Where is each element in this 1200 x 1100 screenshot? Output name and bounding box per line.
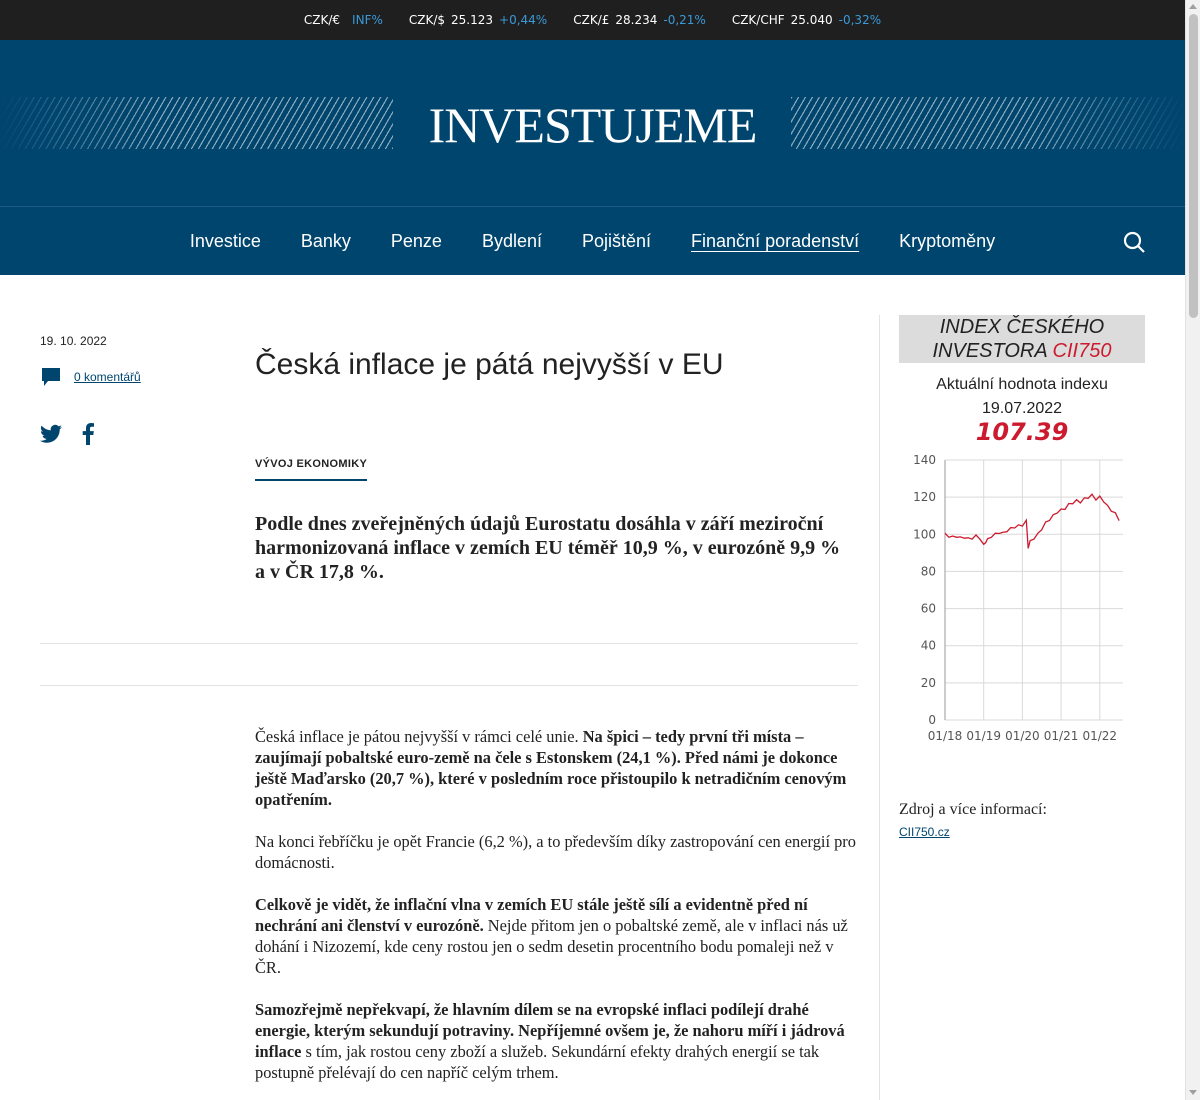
x-tick-label: 01/20 <box>1005 729 1040 743</box>
scroll-down-icon[interactable] <box>1189 1090 1197 1095</box>
nav-item-investice[interactable]: Investice <box>189 230 261 251</box>
nav-item-kryptomeny[interactable]: Kryptoměny <box>899 230 996 251</box>
nav-item-pojisteni[interactable]: Pojištění <box>581 230 652 251</box>
index-subtitle-date: 19.07.2022 <box>981 400 1063 417</box>
ticker-value: 28.234 <box>615 13 658 27</box>
x-tick-label: 01/19 <box>966 729 1001 743</box>
comment-icon <box>40 366 62 388</box>
paragraph <box>255 999 861 1083</box>
scrollbar-thumb[interactable] <box>1189 14 1198 318</box>
y-tick-label: 40 <box>920 638 936 653</box>
paragraph-bold: Na špici – tedy první tři místa – zaujímají pobaltské euro-země na čele s Estonskem (24,1 %). Před námi je dokonce ještě Maďarsko (20,7 %), které v posledním roce přistoupilo k netradičním cenovým opatřením. <box>255 727 847 809</box>
index-chart <box>899 450 1145 750</box>
facebook-icon[interactable] <box>82 423 94 445</box>
ticker-pair: CZK/€ <box>303 13 341 27</box>
paragraph <box>255 726 861 810</box>
article-lead: Podle dnes zveřejněných údajů Eurostatu dosáhla v září meziroční harmonizovaná inflace v zemích EU téměř 10,9 %, v eurozóně 9,9 % a v ČR 17,8 %. <box>255 513 841 583</box>
nav-item-banky[interactable]: Banky <box>300 230 351 251</box>
paragraph <box>255 894 861 978</box>
ticker-value: 25.123 <box>451 13 494 27</box>
ticker-eur <box>304 13 383 27</box>
index-title-code: CII750 <box>1052 340 1112 362</box>
y-tick-label: 140 <box>913 453 936 467</box>
ticker-pair: CZK/£ <box>573 13 610 27</box>
article-body <box>255 726 861 1100</box>
index-title-line2 <box>899 339 1145 363</box>
x-tick-label: 01/22 <box>1082 729 1118 743</box>
comments-link[interactable]: 0 komentářů <box>74 370 141 384</box>
index-subtitle-label: Aktuální hodnota indexu <box>936 376 1108 393</box>
y-tick-label: 120 <box>913 490 936 505</box>
ticker-gbp <box>573 13 706 27</box>
y-tick-label: 80 <box>920 564 936 579</box>
ticker-change: -0,21% <box>663 13 706 27</box>
y-tick-label: 100 <box>913 527 936 542</box>
nav-item-bydleni[interactable]: Bydlení <box>481 230 542 251</box>
divider <box>40 685 858 686</box>
search-icon[interactable] <box>1122 230 1146 254</box>
index-title-text: INVESTORA <box>932 340 1047 362</box>
x-tick-label: 01/21 <box>1043 729 1079 743</box>
page-scrollbar[interactable] <box>1185 0 1200 1100</box>
series-line <box>945 494 1119 548</box>
ticker-pair: CZK/$ <box>408 13 446 27</box>
share-buttons <box>40 423 94 445</box>
source-link[interactable]: CII750.cz <box>899 825 950 839</box>
ticker-chf <box>732 13 881 27</box>
site-logo[interactable]: INVESTUJEME <box>428 97 757 153</box>
main-nav <box>0 206 1185 275</box>
ticker-value: 25.040 <box>790 13 833 27</box>
ticker-change: INF% <box>352 13 383 27</box>
masthead <box>0 40 1185 206</box>
y-tick-label: 0 <box>928 713 936 727</box>
ticker-pair: CZK/CHF <box>731 13 785 27</box>
paragraph-text: Česká inflace je pátou nejvyšší v rámci celé unie. <box>255 727 583 746</box>
y-tick-label: 20 <box>920 675 936 690</box>
y-tick-label: 60 <box>920 601 936 616</box>
ticker-change: +0,44% <box>499 13 548 27</box>
currency-ticker <box>0 0 1185 40</box>
paragraph-text: Nejde přitom jen o pobaltské země, ale v inflaci nás už dohání i Nizozemí, kde ceny rostou jen o sedm desetin procentního bodu pomaleji než v ČR. <box>255 916 848 977</box>
ticker-change: -0,32% <box>838 13 882 27</box>
paragraph-bold: Celkově je vidět, že inflační vlna v zemích EU stále ještě sílí a evidentně před ní nechrání ani členství v eurozóně. <box>255 895 808 935</box>
paragraph-text: Na konci řebříčku je opět Francie (6,2 %), a to především díky zastropování cen energií pro domácnosti. <box>255 832 856 872</box>
index-title-line1: INDEX ČESKÉHO <box>939 316 1105 338</box>
source-title: Zdroj a více informací: <box>899 801 1047 818</box>
index-subtitle <box>899 373 1145 421</box>
paragraph-bold: Samozřejmě nepřekvapí, že hlavním dílem se na evropské inflaci podílejí drahé energie, kterým sekundují potraviny. Nepříjemné ovšem je, že nahoru míří i jádrová inflace <box>255 1000 845 1061</box>
ticker-usd <box>409 13 547 27</box>
article-date: 19. 10. 2022 <box>40 334 107 348</box>
paragraph-text: s tím, jak rostou ceny zboží a služeb. Sekundární efekty drahých energií se tak postupně přelévají do cen napříč celým trhem. <box>255 1042 820 1082</box>
article-category[interactable]: VÝVOJ EKONOMIKY <box>255 458 367 481</box>
index-value: 107.39 <box>975 418 1069 446</box>
divider <box>40 643 858 644</box>
sidebar-divider <box>879 315 880 1100</box>
index-widget-title <box>899 315 1145 363</box>
x-tick-label: 01/18 <box>927 729 963 743</box>
twitter-icon[interactable] <box>40 424 62 444</box>
nav-item-penze[interactable]: Penze <box>390 230 442 251</box>
paragraph <box>255 831 861 873</box>
comments-link-group[interactable] <box>40 366 141 388</box>
scroll-up-icon[interactable] <box>1189 4 1197 9</box>
article-title: Česká inflace je pátá nejvyšší v EU <box>255 348 724 381</box>
nav-item-financni-poradenstvi[interactable]: Finanční poradenství <box>691 230 860 251</box>
